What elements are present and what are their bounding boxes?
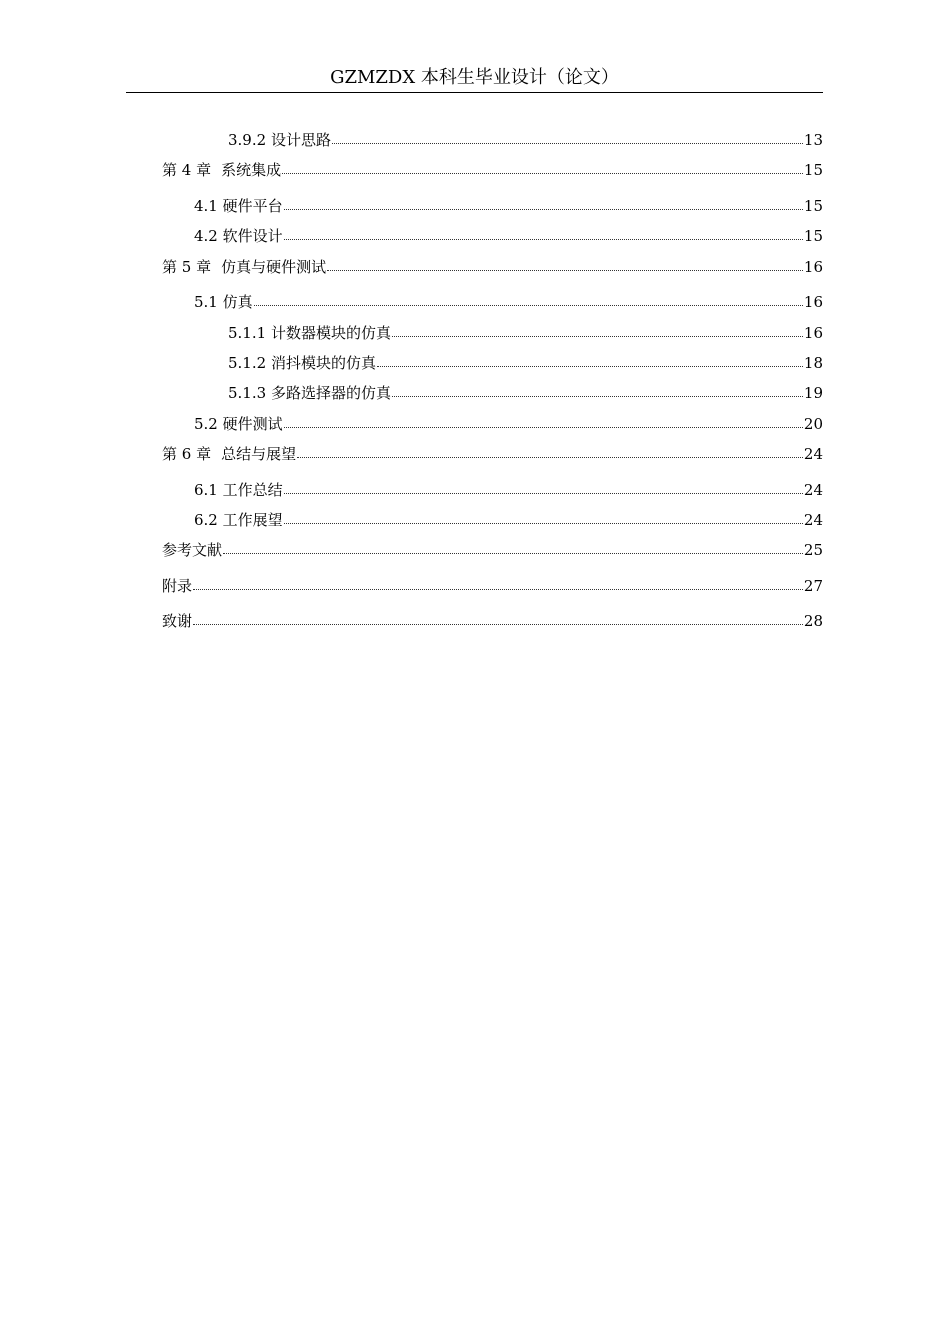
toc-entry-title: 致谢 (162, 612, 193, 630)
toc-page-number: 13 (803, 131, 823, 149)
toc-leader-dots (282, 161, 803, 175)
toc-entry-title: 第 4 章 系统集成 (162, 161, 282, 179)
toc-leader-dots (332, 131, 803, 145)
toc-page-number: 20 (803, 415, 823, 433)
toc-entry-chapter-4[interactable] (162, 160, 823, 180)
toc-page-number: 24 (803, 511, 823, 529)
toc-entry-title: 5.1.1 计数器模块的仿真 (228, 324, 391, 342)
toc-entry-5-2[interactable] (194, 414, 823, 434)
toc-leader-dots (297, 445, 803, 459)
header-title: GZMZDX 本科生毕业设计（论文） (330, 67, 619, 88)
toc-entry-acknowledgements[interactable] (162, 611, 823, 631)
toc-entry-5-1[interactable] (194, 292, 823, 312)
toc-page-number: 24 (803, 445, 823, 463)
toc-leader-dots (284, 227, 803, 241)
toc-page-number: 19 (803, 384, 823, 402)
toc-entry-3-9-2[interactable] (228, 130, 823, 150)
toc-entry-title: 5.1.3 多路选择器的仿真 (228, 384, 391, 402)
toc-entry-6-1[interactable] (194, 480, 823, 500)
toc-leader-dots (284, 481, 803, 495)
toc-entry-title: 4.2 软件设计 (194, 227, 283, 245)
toc-leader-dots (377, 354, 803, 368)
toc-entry-title: 6.1 工作总结 (194, 481, 283, 499)
toc-leader-dots (254, 293, 803, 307)
toc-leader-dots (392, 324, 803, 338)
toc-leader-dots (327, 258, 803, 272)
toc-page-number: 28 (803, 612, 823, 630)
toc-leader-dots (284, 197, 803, 211)
toc-entry-6-2[interactable] (194, 510, 823, 530)
toc-leader-dots (284, 415, 803, 429)
toc-entry-appendix[interactable] (162, 576, 823, 596)
toc-entry-5-1-2[interactable] (228, 353, 823, 373)
toc-entry-5-1-3[interactable] (228, 383, 823, 403)
toc-entry-4-2[interactable] (194, 226, 823, 246)
toc-leader-dots (284, 511, 803, 525)
toc-entry-title: 第 6 章 总结与展望 (162, 445, 297, 463)
toc-page-number: 27 (803, 577, 823, 595)
toc-leader-dots (193, 612, 803, 626)
toc-entry-title: 3.9.2 设计思路 (228, 131, 331, 149)
toc-page-number: 15 (803, 197, 823, 215)
toc-page-number: 18 (803, 354, 823, 372)
toc-entry-chapter-5[interactable] (162, 257, 823, 277)
toc-entry-title: 6.2 工作展望 (194, 511, 283, 529)
toc-leader-dots (193, 577, 803, 591)
toc-page-number: 16 (803, 258, 823, 276)
toc-entry-title: 第 5 章 仿真与硬件测试 (162, 258, 327, 276)
toc-page-number: 24 (803, 481, 823, 499)
toc-entry-title: 参考文献 (162, 541, 223, 559)
toc-entry-title: 5.1 仿真 (194, 293, 253, 311)
toc-entry-title: 5.2 硬件测试 (194, 415, 283, 433)
toc-entry-title: 附录 (162, 577, 193, 595)
toc-entry-title: 5.1.2 消抖模块的仿真 (228, 354, 376, 372)
toc-entry-chapter-6[interactable] (162, 444, 823, 464)
toc-page-number: 15 (803, 161, 823, 179)
toc-page-number: 25 (803, 541, 823, 559)
toc-leader-dots (392, 384, 803, 398)
toc-leader-dots (223, 541, 803, 555)
toc-page-number: 16 (803, 324, 823, 342)
toc-entry-references[interactable] (162, 540, 823, 560)
toc-entry-4-1[interactable] (194, 196, 823, 216)
toc-entry-5-1-1[interactable] (228, 323, 823, 343)
toc-page-number: 16 (803, 293, 823, 311)
toc-page-number: 15 (803, 227, 823, 245)
toc-entry-title: 4.1 硬件平台 (194, 197, 283, 215)
